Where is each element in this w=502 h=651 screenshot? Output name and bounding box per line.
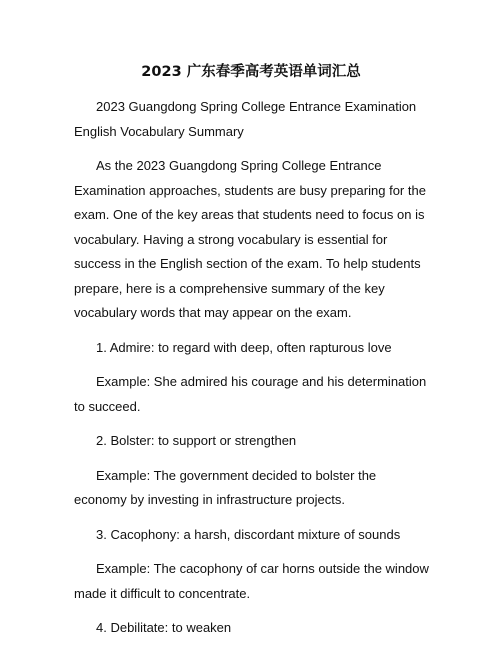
- vocab-entry-admire: 1. Admire: to regard with deep, often rapturous love: [96, 339, 392, 355]
- vocab-entry-debilitate: 4. Debilitate: to weaken: [96, 620, 232, 635]
- vocab-entry-cacophony: 3. Cacophony: a harsh, discordant mixture of sounds: [96, 526, 401, 542]
- document-title: 2023 广东春季高考英语单词汇总: [141, 64, 361, 80]
- subtitle-paragraph: 2023 Guangdong Spring College Entrance Examination English Vocabulary Summary: [74, 99, 417, 139]
- intro-paragraph: As the 2023 Guangdong Spring College Entrance Examination approaches, students are busy preparing for the exam. One of the key areas that students need to focus on is vocabulary. Having a strong vocabulary is essential for success in the English section of the exam. To help students prepare, here is a comprehensive summary of the key vocabulary words that may appear on the exam.: [74, 158, 426, 320]
- example-cacophony: Example: The cacophony of car horns outside the window made it difficult to concentrate.: [74, 561, 429, 601]
- vocab-entry-bolster: 2. Bolster: to support or strengthen: [96, 433, 297, 448]
- document-body: [74, 95, 432, 651]
- example-admire: Example: She admired his courage and his determination to succeed.: [74, 374, 427, 414]
- example-bolster: Example: The government decided to bolster the economy by investing in infrastructure projects.: [74, 467, 377, 507]
